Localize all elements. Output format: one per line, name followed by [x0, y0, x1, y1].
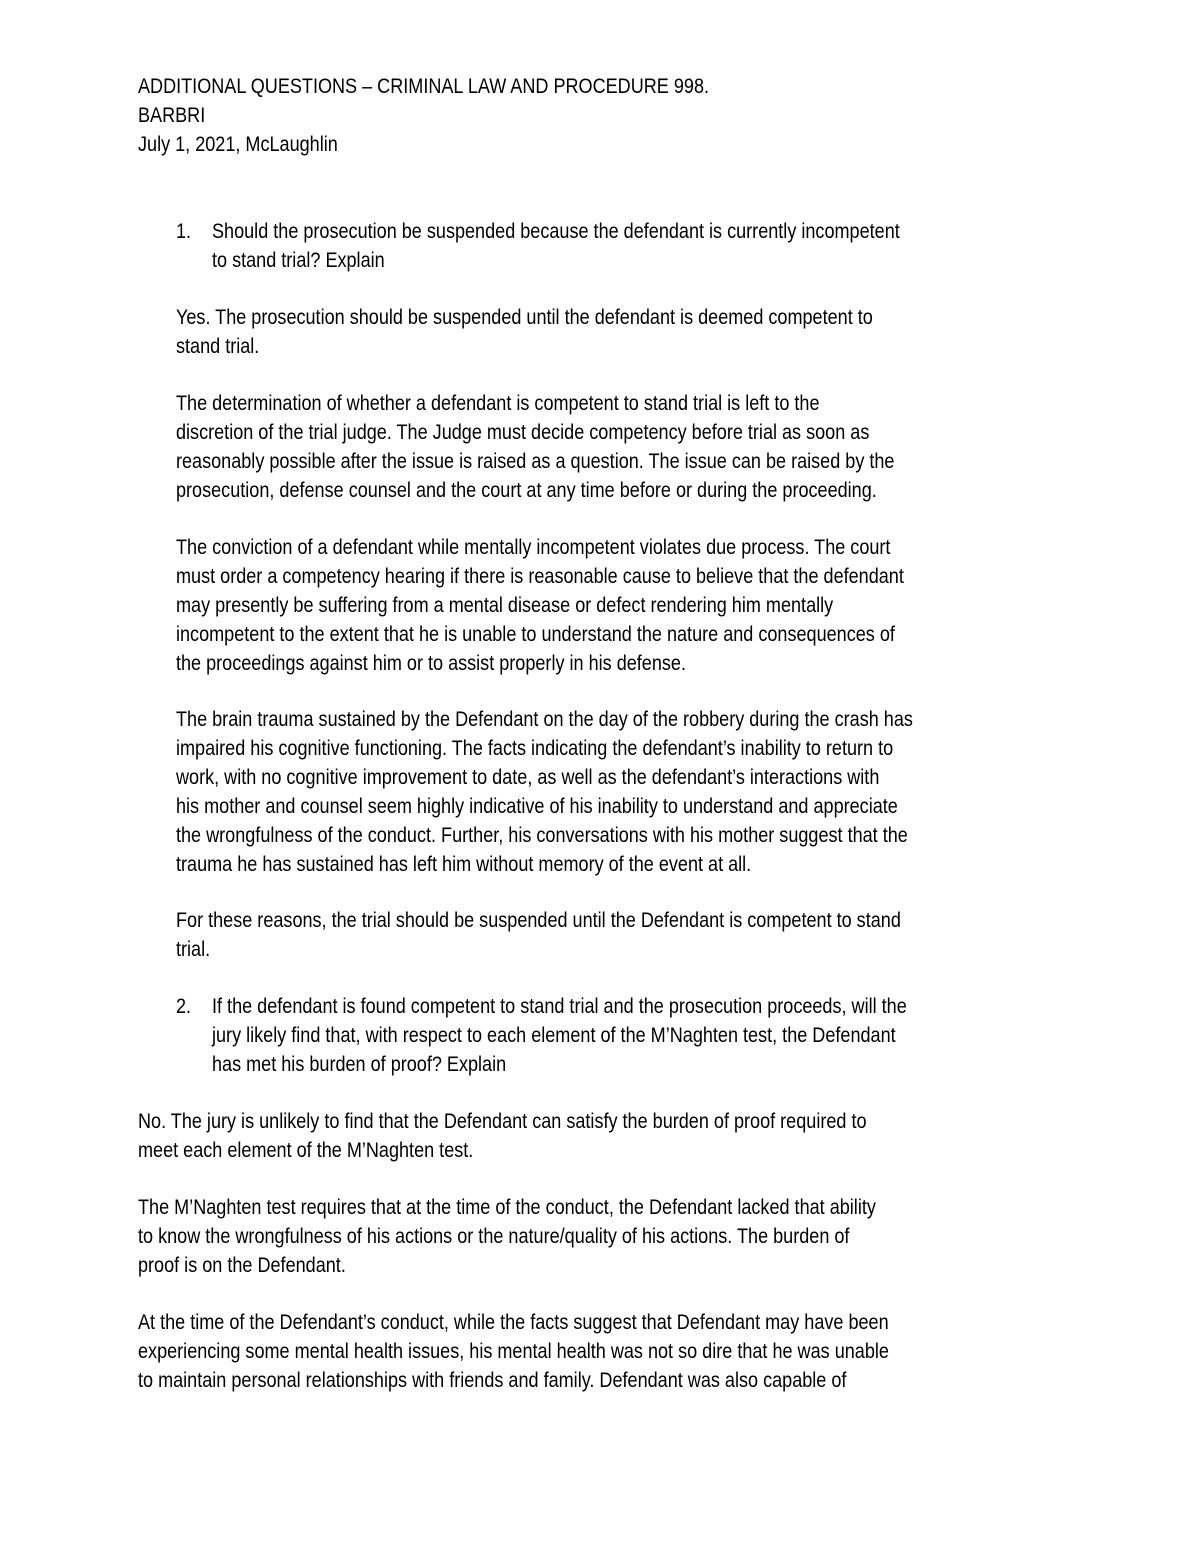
answer-1-p3-line: The conviction of a defendant while mentally incompetent violates due process. The court — [176, 536, 891, 559]
answer-1-p1-line: Yes. The prosecution should be suspended until the defendant is deemed competent to — [176, 306, 873, 329]
answer-1-p4-line: his mother and counsel seem highly indicative of his inability to understand and appreciate — [176, 795, 898, 818]
answer-1-p1-line: stand trial. — [176, 335, 260, 358]
answer-1-p2-line: prosecution, defense counsel and the court at any time before or during the proceeding. — [176, 479, 877, 502]
answer-1-p4-line: work, with no cognitive improvement to date, as well as the defendant’s interactions with — [176, 766, 880, 789]
answer-2-p1-line: No. The jury is unlikely to find that the Defendant can satisfy the burden of proof required to — [138, 1110, 867, 1133]
question-2-line: If the defendant is found competent to stand trial and the prosecution proceeds, will the — [212, 995, 907, 1018]
answer-2-p1-line: meet each element of the M’Naghten test. — [138, 1139, 474, 1162]
answer-1-p4-line: the wrongfulness of the conduct. Further, his conversations with his mother suggest that the — [176, 824, 908, 847]
answer-2-p2-line: The M’Naghten test requires that at the time of the conduct, the Defendant lacked that ability — [138, 1196, 876, 1219]
answer-1-p5-line: For these reasons, the trial should be suspended until the Defendant is competent to stand — [176, 909, 901, 932]
document-title: ADDITIONAL QUESTIONS – CRIMINAL LAW AND PROCEDURE 998. — [138, 75, 710, 98]
question-1-number: 1. — [176, 220, 192, 243]
answer-1-p3-line: incompetent to the extent that he is unable to understand the nature and consequences of — [176, 623, 895, 646]
answer-1-p4-line: trauma he has sustained has left him without memory of the event at all. — [176, 853, 752, 876]
document-date-author: July 1, 2021, McLaughlin — [138, 133, 338, 156]
question-2-line: has met his burden of proof? Explain — [212, 1053, 507, 1076]
answer-1-p2-line: The determination of whether a defendant is competent to stand trial is left to the — [176, 392, 820, 415]
document-org: BARBRI — [138, 104, 206, 127]
answer-2-p3-line: to maintain personal relationships with friends and family. Defendant was also capable of — [138, 1369, 847, 1392]
answer-1-p4-line: The brain trauma sustained by the Defendant on the day of the robbery during the crash has — [176, 708, 913, 731]
question-1-line: Should the prosecution be suspended because the defendant is currently incompetent — [212, 220, 900, 243]
answer-1-p3-line: may presently be suffering from a mental disease or defect rendering him mentally — [176, 594, 834, 617]
answer-1-p2-line: discretion of the trial judge. The Judge must decide competency before trial as soon as — [176, 421, 870, 444]
answer-1-p3-line: must order a competency hearing if there is reasonable cause to believe that the defendant — [176, 565, 904, 588]
answer-1-p3-line: the proceedings against him or to assist properly in his defense. — [176, 652, 686, 675]
answer-1-p2-line: reasonably possible after the issue is raised as a question. The issue can be raised by the — [176, 450, 895, 473]
answer-1-p5-line: trial. — [176, 938, 211, 961]
question-2-line: jury likely find that, with respect to each element of the M’Naghten test, the Defendant — [212, 1024, 896, 1047]
answer-2-p3-line: At the time of the Defendant’s conduct, while the facts suggest that Defendant may have been — [138, 1311, 889, 1334]
answer-2-p3-line: experiencing some mental health issues, his mental health was not so dire that he was unable — [138, 1340, 889, 1363]
answer-1-p4-line: impaired his cognitive functioning. The facts indicating the defendant’s inability to return to — [176, 737, 894, 760]
answer-2-p2-line: to know the wrongfulness of his actions or the nature/quality of his actions. The burden of — [138, 1225, 850, 1248]
question-1-line: to stand trial? Explain — [212, 249, 385, 272]
answer-2-p2-line: proof is on the Defendant. — [138, 1254, 346, 1277]
question-2-number: 2. — [176, 995, 192, 1018]
